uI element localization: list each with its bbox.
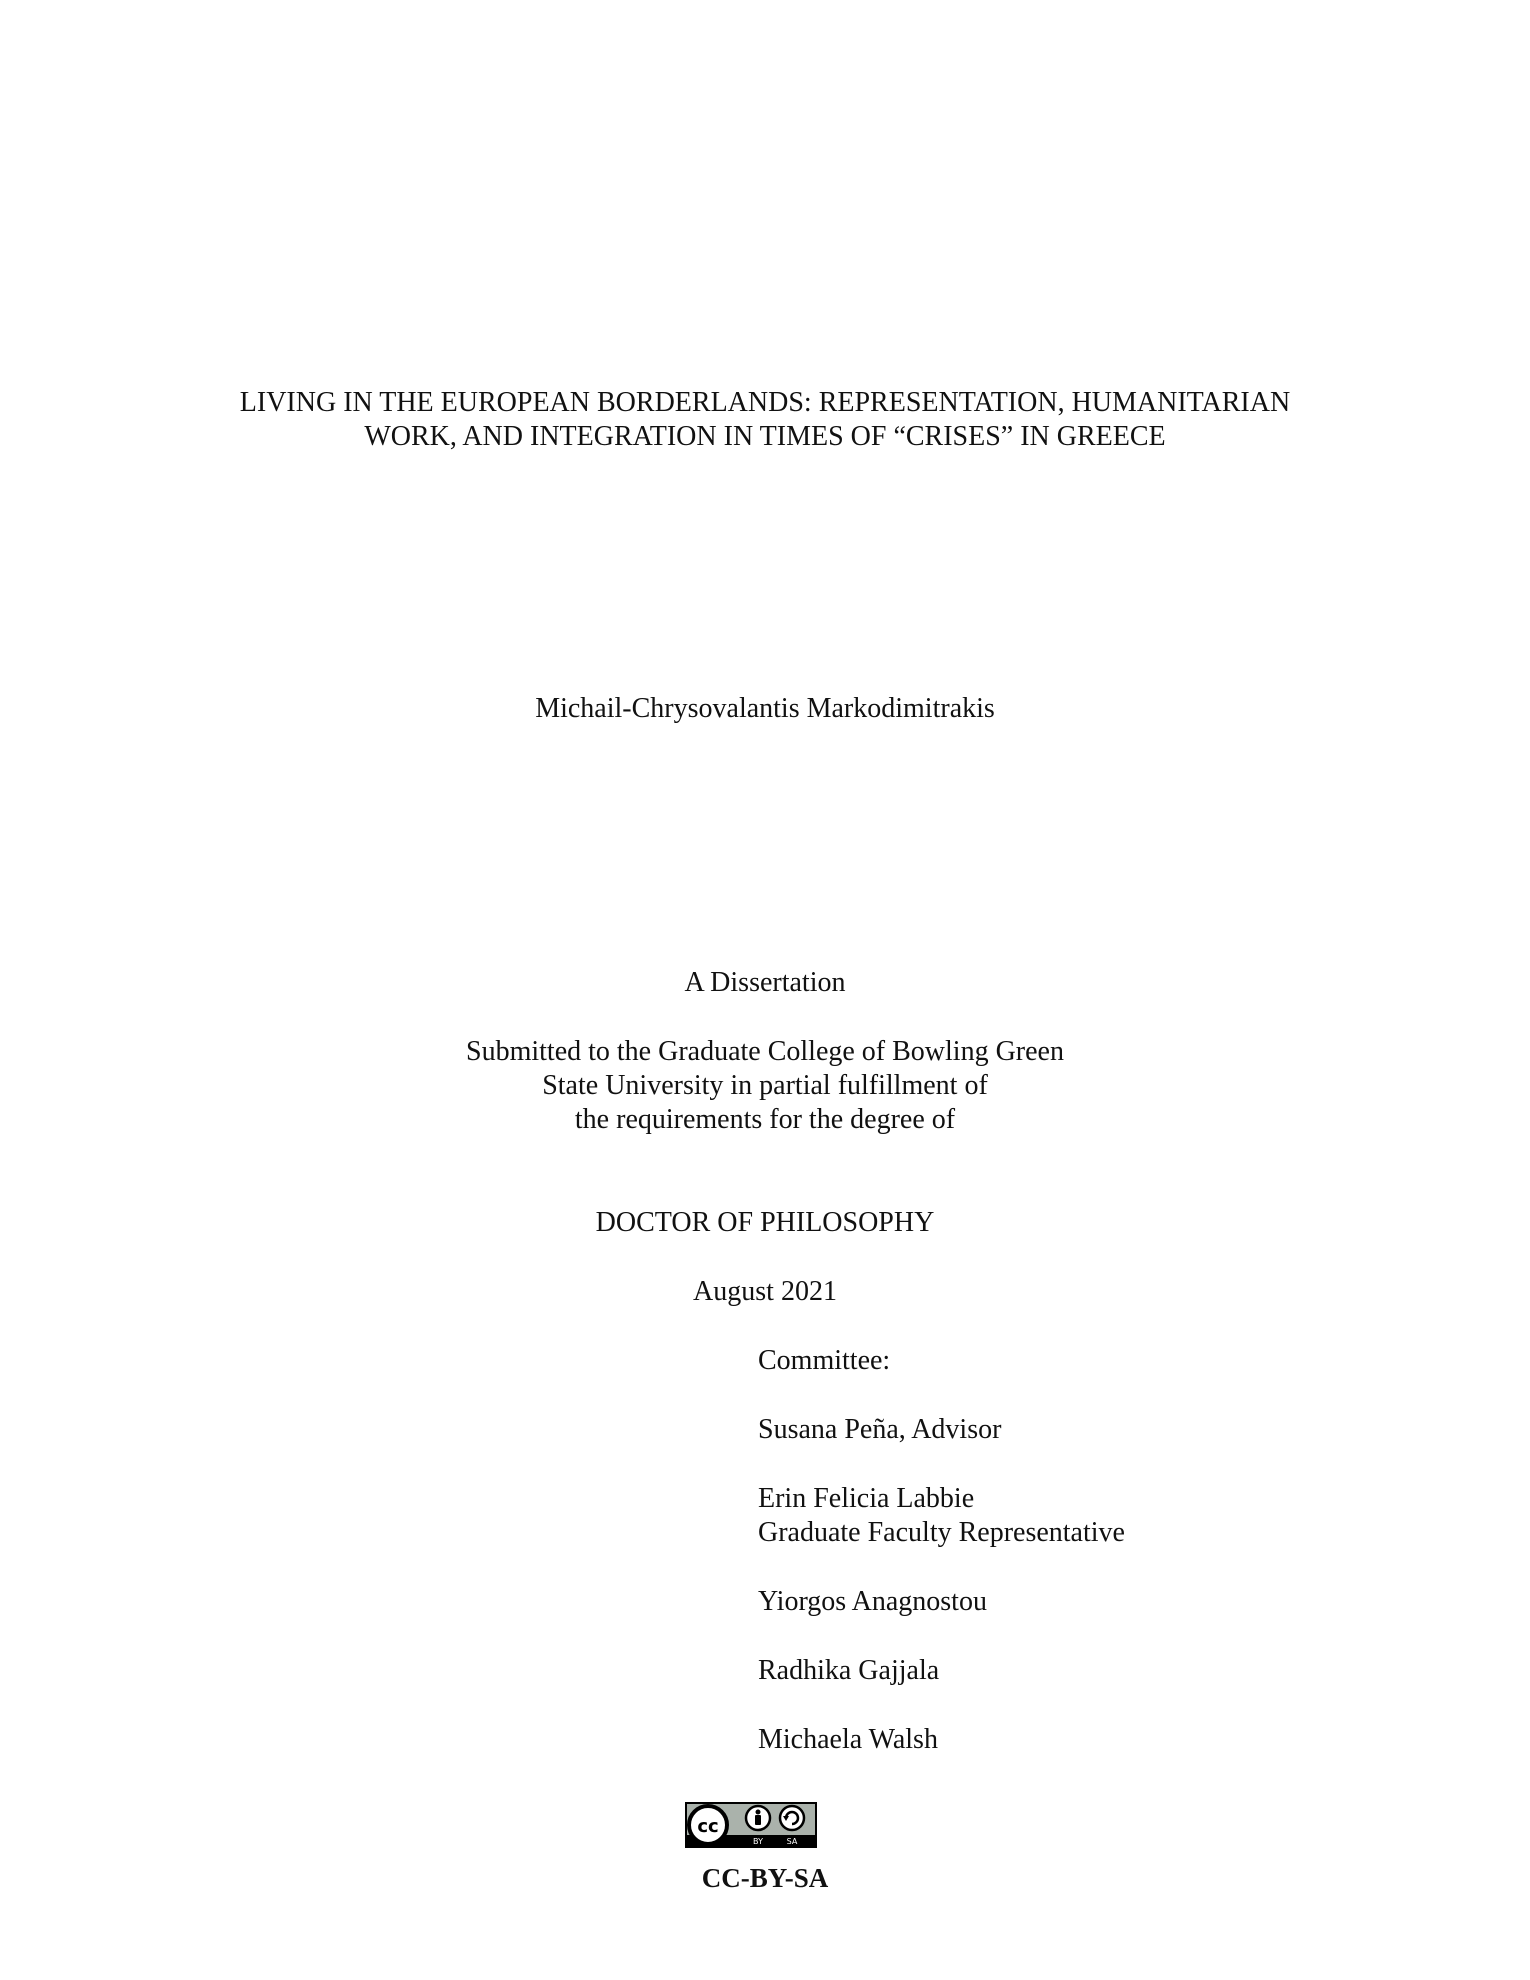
committee-member-gfr: Erin Felicia Labbie <box>758 1483 975 1514</box>
author-name: Michail-Chrysovalantis Markodimitrakis <box>535 693 995 724</box>
submission-line-2: State University in partial fulfillment of <box>542 1070 988 1101</box>
cc-by-sa-badge-icon <box>685 1802 817 1848</box>
date: August 2021 <box>693 1276 837 1307</box>
document-type: A Dissertation <box>684 967 846 998</box>
submission-line-1: Submitted to the Graduate College of Bowling Green <box>466 1036 1064 1067</box>
committee-member: Michaela Walsh <box>758 1724 938 1755</box>
badge-text-by: BY <box>753 1837 763 1846</box>
committee-member-gfr-role: Graduate Faculty Representative <box>758 1517 1125 1548</box>
degree: DOCTOR OF PHILOSOPHY <box>595 1207 935 1238</box>
license-label: CC-BY-SA <box>701 1863 829 1893</box>
badge-text-sa: SA <box>786 1837 798 1846</box>
title-line-1: LIVING IN THE EUROPEAN BORDERLANDS: REPRESENTATION, HUMANITARIAN <box>239 387 1291 418</box>
svg-text:cc: cc <box>697 1816 719 1837</box>
submission-line-3: the requirements for the degree of <box>574 1104 956 1135</box>
committee-heading: Committee: <box>758 1345 891 1376</box>
title-line-2: WORK, AND INTEGRATION IN TIMES OF “CRISES” IN GREECE <box>364 421 1166 452</box>
committee-member-advisor: Susana Peña, Advisor <box>758 1414 1002 1445</box>
committee-member: Radhika Gajjala <box>758 1655 940 1686</box>
committee-member: Yiorgos Anagnostou <box>758 1586 987 1617</box>
